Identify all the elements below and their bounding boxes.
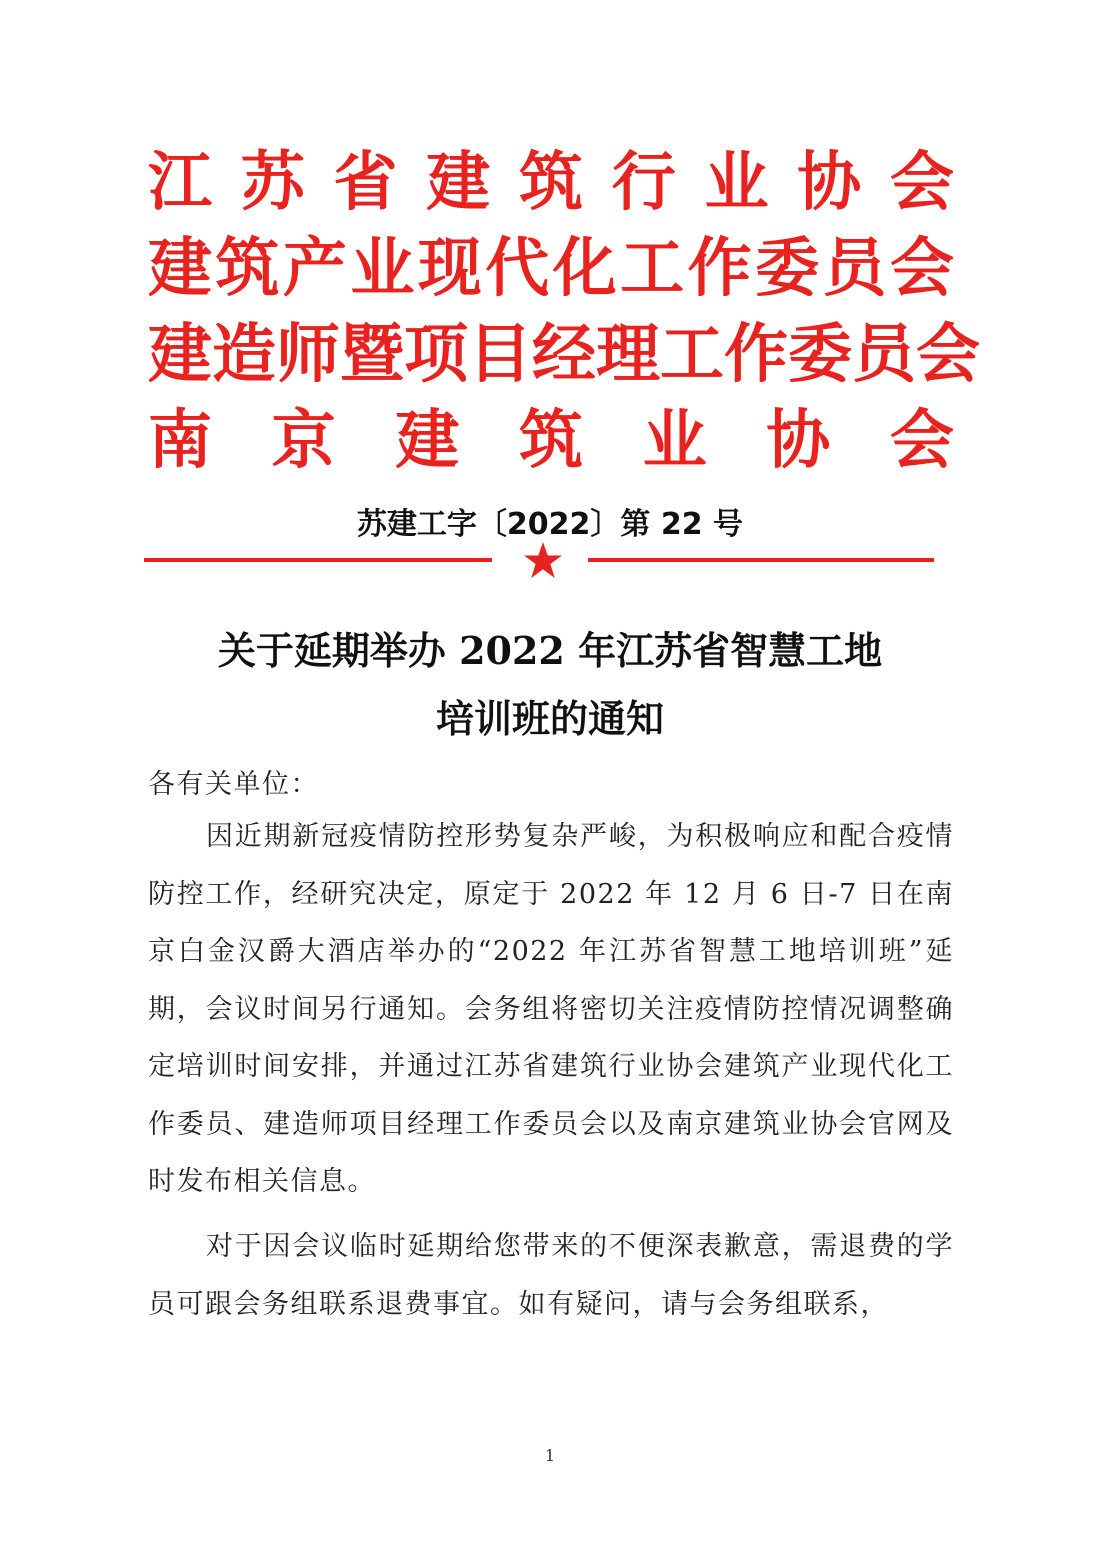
org-char: 暨 <box>340 318 404 392</box>
org-char: 委 <box>788 318 852 392</box>
org-char: 筑 <box>519 146 583 220</box>
org-char: 目 <box>468 318 532 392</box>
org-char: 建 <box>426 146 491 220</box>
org-char: 筑 <box>215 232 280 306</box>
org-char: 化 <box>552 232 617 306</box>
salutation: 各有关单位： <box>148 769 319 800</box>
body-paragraph-1: 因近期新冠疫情防控形势复杂严峻，为积极响应和配合疫情防控工作，经研究决定，原定于 2022 年 12 月 6 日-7 日在南京白金汉爵大酒店举办的“2022 年江苏省智慧工地培训班”延期，会议时间另行通知。会务组将密切关注疫情防控情况调整确定培训时间安排，并通过江苏省建筑行业协会建筑产业现代化工作委员、建造师项目经理工作委员会以及南京建筑业协会官网及时发布相关信息。 <box>148 821 954 1197</box>
org-line-1 <box>148 140 954 226</box>
org-char: 苏 <box>240 146 305 220</box>
body-paragraph-2: 对于因会议临时延期给您带来的不便深表歉意，需退费的学员可跟会务组联系退费事宜。如有疑问，请与会务组联系， <box>148 1231 954 1320</box>
org-char: 江 <box>148 146 212 220</box>
org-char: 建 <box>148 232 212 306</box>
org-char: 南 <box>148 404 212 478</box>
org-char: 会 <box>889 404 954 478</box>
org-char: 现 <box>417 232 482 306</box>
org-char: 工 <box>660 318 724 392</box>
org-char: 会 <box>890 146 954 220</box>
org-char: 协 <box>797 146 862 220</box>
org-char: 筑 <box>518 404 583 478</box>
org-line-3 <box>148 312 980 398</box>
org-char: 京 <box>271 404 336 478</box>
org-char: 员 <box>852 318 916 392</box>
page-number: 1 <box>544 1446 556 1465</box>
org-char: 作 <box>724 318 788 392</box>
org-char: 建 <box>395 404 460 478</box>
org-char: 员 <box>822 232 887 306</box>
document-number: 苏建工字〔2022〕第 22 号 <box>356 507 744 542</box>
org-char: 产 <box>282 232 347 306</box>
org-char: 作 <box>687 232 752 306</box>
org-char: 理 <box>596 318 660 392</box>
star-icon <box>523 540 563 580</box>
org-char: 业 <box>642 404 707 478</box>
org-char: 会 <box>889 232 954 306</box>
org-char: 师 <box>276 318 340 392</box>
org-char: 项 <box>404 318 468 392</box>
notice-title-line-1: 关于延期举办 2022 年江苏省智慧工地 <box>217 628 883 673</box>
org-char: 业 <box>350 232 415 306</box>
issuing-organizations-header <box>148 140 980 484</box>
org-char: 会 <box>916 318 980 392</box>
org-char: 造 <box>212 318 276 392</box>
org-char: 委 <box>755 232 820 306</box>
divider-left <box>144 558 492 562</box>
org-char: 代 <box>485 232 550 306</box>
org-char: 省 <box>333 146 398 220</box>
divider-right <box>588 558 934 562</box>
org-char: 工 <box>620 232 685 306</box>
org-line-4 <box>148 398 954 484</box>
org-line-2 <box>148 226 954 312</box>
org-char: 业 <box>704 146 769 220</box>
org-char: 行 <box>611 146 676 220</box>
org-char: 建 <box>148 318 212 392</box>
org-char: 协 <box>766 404 831 478</box>
org-char: 经 <box>532 318 596 392</box>
notice-title-line-2: 培训班的通知 <box>435 696 664 741</box>
